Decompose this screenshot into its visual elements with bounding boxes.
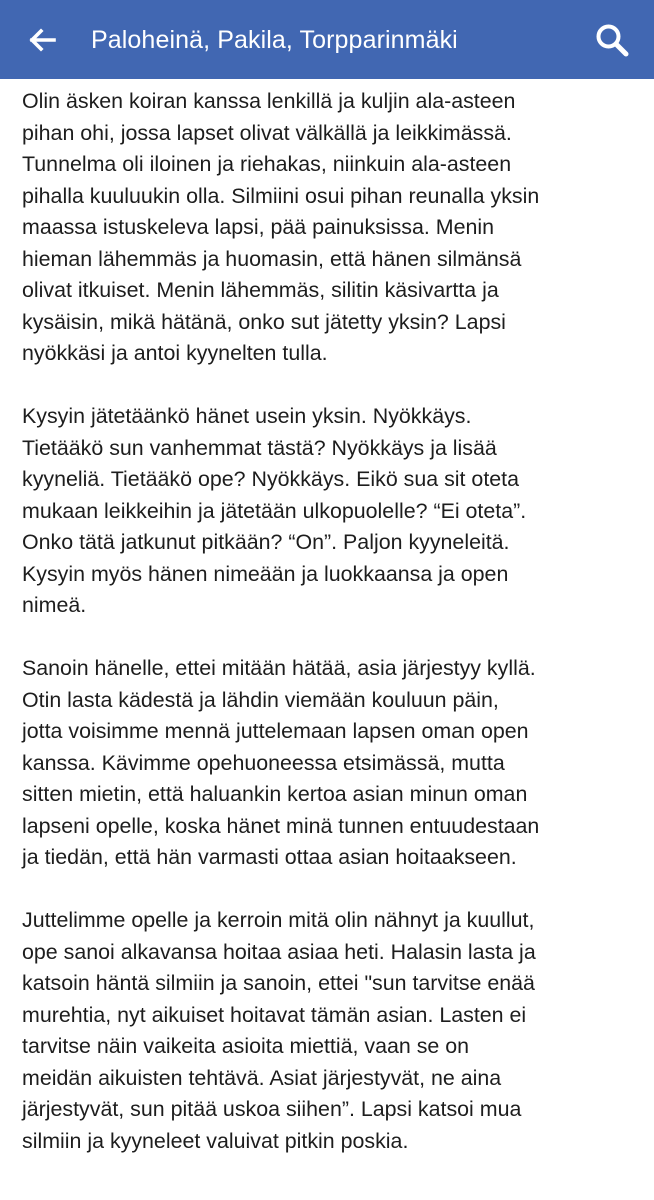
- arrow-left-icon: [20, 18, 64, 62]
- search-button[interactable]: [589, 17, 635, 63]
- back-button[interactable]: [20, 18, 64, 62]
- app-bar: [0, 0, 654, 79]
- page-title: Paloheinä, Pakila, Torpparinmäki: [91, 26, 458, 54]
- post-paragraph: Sanoin hänelle, ettei mitään hätää, asia järjestyy kyllä. Otin lasta kädestä ja lähdin viemään kouluun päin, jotta voisimme mennä juttelemaan lapsen oman open kanssa. Kävimme opehuoneessa etsimässä, mutta sitten mietin, että haluankin kertoa asian minun oman lapseni opelle, koska hänet minä tunnen entuudestaan ja tiedän, että hän varmasti ottaa asian hoitaakseen.: [22, 656, 540, 869]
- post-paragraph: Juttelimme opelle ja kerroin mitä olin nähnyt ja kuullut, ope sanoi alkavansa hoitaa asiaa heti. Halasin lasta ja katsoin häntä silmiin ja sanoin, ettei "sun tarvitse enää murehtia, nyt aikuiset hoitavat tämän asian. Lasten ei tarvitse näin vaikeita asioita miettiä, vaan se on meidän aikuisten tehtävä. Asiat järjestyvät, ne aina järjestyvät, sun pitää uskoa siihen”. Lapsi katsoi mua silmiin ja kyyneleet valuivat pitkin poskia.: [22, 908, 536, 1153]
- post-body: [22, 86, 646, 1189]
- post-paragraph: Kysyin jätetäänkö hänet usein yksin. Nyökkäys. Tietääkö sun vanhemmat tästä? Nyökkäys ja lisää kyyneliä. Tietääkö ope? Nyökkäys. Eikö sua sit oteta mukaan leikkeihin ja jätetään ulkopuolelle? “Ei oteta”. Onko tätä jatkunut pitkään? “On”. Paljon kyyneleitä. Kysyin myös hänen nimeään ja luokkaansa ja open nimeä.: [22, 404, 527, 617]
- post-paragraph: Olin äsken koiran kanssa lenkillä ja kuljin ala-asteen pihan ohi, jossa lapset olivat välkällä ja leikkimässä. Tunnelma oli iloinen ja riehakas, niinkuin ala-asteen pihalla kuuluukin olla. Silmiini osui pihan reunalla yksin maassa istuskeleva lapsi, pää painuksissa. Menin hieman lähemmäs ja huomasin, että hänen silmänsä olivat itkuiset. Menin lähemmäs, silitin käsivartta ja kysäisin, mikä hätänä, onko sut jätetty yksin? Lapsi nyökkäsi ja antoi kyynelten tulla.: [22, 89, 540, 365]
- search-icon: [589, 17, 635, 63]
